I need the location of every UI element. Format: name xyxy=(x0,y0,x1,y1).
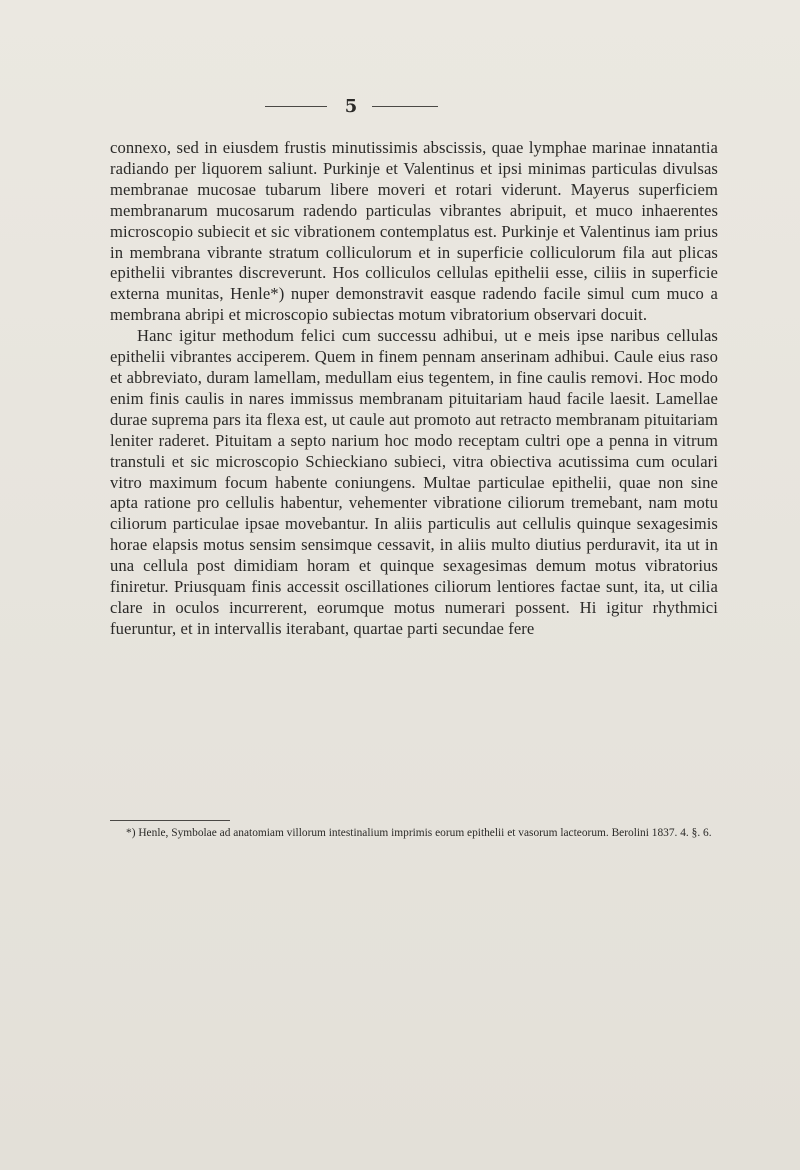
header-rule-left xyxy=(265,106,327,107)
paragraph-2: Hanc igitur methodum felici cum successu adhibui, ut e meis ipse naribus cellulas epithelii vibrantes acciperem. Quem in finem pennam anserinam adhibui. Caule eius raso et abbreviato, duram lamellam, medullam eius tegentem, in fine caulis removi. Hoc modo enim finis caulis in nares immissus membranam pituitariam haud facile laesit. Lamellae durae suprema pars ita flexa est, ut caule aut promoto aut retracto membranam pituitariam leniter raderet. Pituitam a septo narium hoc modo receptam cultri ope a penna in vitrum transtuli et sic microscopio Schieckiano subieci, vitra obiectiva acutissima cum oculari vitro maximum focum habente coniungens. Multae particulae epithelii, quae non sine apta ratione pro cellulis habentur, vehementer vibratione ciliorum tremebant, nam motu ciliorum particulae ipsae movebantur. In aliis particulis aut cellulis quinque sexagesimis horae elapsis motus sensim sensimque cessavit, in aliis multo diutius perduravit, ita ut in una cellula post dimidiam horam et quinque sexagesimas demum motus vibratorius finiretur. Priusquam finis accessit oscillationes ciliorum lentiores factae sunt, ita, ut cilia clare in oculos incurrerent, eorumque motus numerari possent. Hi igitur rhythmici fueruntur, et in intervallis iterabant, quartae parti secundae fere xyxy=(110,326,718,638)
body-text xyxy=(110,138,718,640)
footnote: *) Henle, Symbolae ad anatomiam villorum intestinalium imprimis eorum epithelii et vasorum lacteorum. Berolini 1837. 4. §. 6. xyxy=(126,827,712,839)
paragraph-1: connexo, sed in eiusdem frustis minutissimis abscissis, quae lymphae marinae innatantia radiando per liquorem saliunt. Purkinje et Valentinus et ipsi minimas particulas divulsas membranae mucosae tubarum libere moveri et rotari viderunt. Mayerus superficiem membranarum mucosarum radendo particulas vibrantes abripuit, et muco inhaerentes microscopio subiecit et sic vibrationem contemplatus est. Purkinje et Valentinus iam prius in membrana vibrante stratum colliculorum et in superficie colliculorum fila aut plicas epithelii vibrantes discreverunt. Hos colliculos cellulas epithelii esse, ciliis in superficie externa munitas, Henle*) nuper demonstravit easque radendo facile simul cum muco a membrana abripi et microscopio subiectas motum vibratorium observari docuit. xyxy=(110,138,718,325)
footnote-rule xyxy=(110,820,230,821)
page-number: 5 xyxy=(344,96,358,117)
header-rule-right xyxy=(372,106,438,107)
running-header xyxy=(0,97,800,117)
